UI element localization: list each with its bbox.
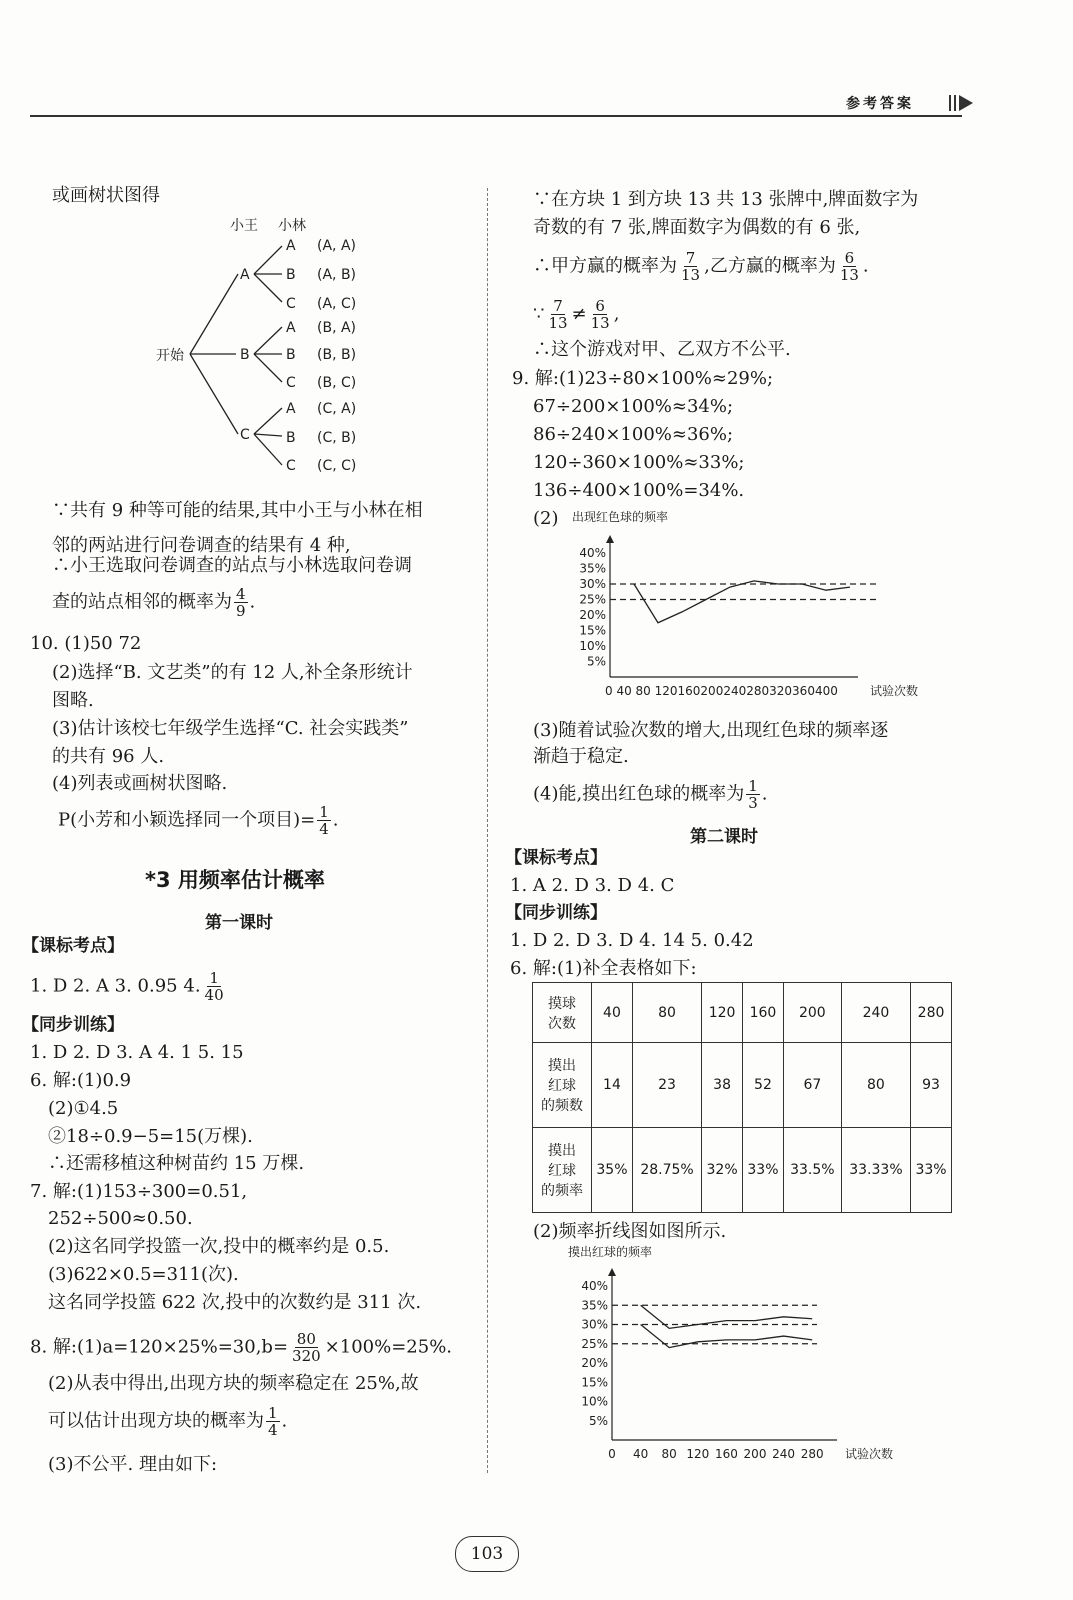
header-line: 摸球 [548, 995, 576, 1012]
y-tick-label: 30% [579, 577, 606, 591]
numerator: 1 [268, 1404, 278, 1422]
numerator: 1 [319, 803, 329, 821]
q10-p: P(小芳和小颖选择同一个项目)= $\frac{1}{4}$ . [58, 803, 339, 838]
r-line5: ∴这个游戏对甲、乙双方不公平. [533, 339, 791, 360]
section-title: *3 用频率估计概率 [145, 868, 325, 892]
chart-red-ball-frequency [560, 507, 950, 717]
q10-2a: (2)选择“B. 文艺类”的有 12 人,补全条形统计 [52, 662, 413, 683]
tree-diagram [150, 212, 480, 487]
table-cell: 120 [702, 983, 743, 1043]
table-cell: 14 [592, 1043, 633, 1128]
r-line3-a: ∴甲方赢的概率为 [533, 255, 677, 277]
table-cell: 33.5% [783, 1128, 841, 1213]
denominator: 3 [748, 794, 758, 812]
tree-outcome: (B, C) [317, 375, 357, 391]
y-tick-label: 15% [579, 623, 606, 638]
y-tick-label: 15% [581, 1375, 608, 1390]
y-tick-label: 20% [579, 608, 606, 622]
table-cell: 38 [702, 1043, 743, 1128]
tree-outcome: (B, A) [317, 320, 357, 336]
header-rule [30, 115, 962, 117]
r-q9-5: 136÷400×100%=34%. [533, 480, 745, 501]
header-line: 摸出 [548, 1143, 576, 1159]
q9-line4: 查的站点相邻的概率为 $\frac{4}{9}$ . [52, 585, 256, 620]
y-tick-label: 40% [581, 1279, 608, 1293]
q10-3a: (3)估计该校七年级学生选择“C. 社会实践类” [52, 718, 409, 739]
r-line2: 奇数的有 7 张,牌面数字为偶数的有 6 张, [533, 217, 861, 238]
r-q6: 6. 解:(1)补全表格如下: [510, 958, 697, 979]
q10-2b: 图略. [52, 690, 94, 711]
chart-draw-red-frequency [560, 1242, 940, 1477]
q6-1: 6. 解:(1)0.9 [30, 1070, 132, 1091]
y-tick-label: 25% [579, 592, 606, 607]
q8-2b-text: 可以估计出现方块的概率为 [48, 1410, 264, 1432]
x-tick-label: 160 [714, 1447, 738, 1461]
q8-1-text-a: 8. 解:(1)a=120×25%=30,b= [30, 1336, 289, 1358]
tree-l1-c: C [240, 427, 250, 443]
table-cell: 32% [702, 1128, 743, 1213]
numerator: 4 [236, 585, 246, 603]
r-q9-fraction [746, 778, 760, 811]
tree-level2 [286, 238, 296, 474]
y-tick-label: 5% [586, 654, 606, 669]
table-cell: 40 [592, 983, 633, 1043]
q9-line4-text: 查的站点相邻的概率为 [52, 591, 232, 613]
q6-4: ∴还需移植这种树苗约 15 万棵. [48, 1153, 305, 1174]
header-arrow-icon [948, 92, 976, 114]
r-line3: ∴甲方赢的概率为 $\frac{7}{13}$ ,乙方赢的概率为 $\frac{6}{13}$ . [533, 249, 869, 284]
denominator: 40 [204, 986, 224, 1004]
tree-intro: 或画树状图得 [52, 185, 160, 206]
r-line4-ne: ≠ [571, 303, 587, 325]
q8-fraction [290, 1331, 323, 1364]
q8-1-text-b: ×100%=25%. [324, 1336, 453, 1358]
kb-heading-left: 【课标考点】 [22, 936, 124, 956]
table-cell: 52 [743, 1043, 784, 1128]
header-line: 红球 [548, 1078, 576, 1094]
kb-fraction [203, 970, 226, 1003]
r-q9-1: 9. 解:(1)23÷80×100%≈29%; [512, 368, 774, 389]
r-line1: ∵在方块 1 到方块 13 共 13 张牌中,牌面数字为 [533, 189, 919, 210]
frequency-table [532, 982, 952, 1213]
table-cell: 240 [841, 983, 910, 1043]
q7-3: (2)这名同学投篮一次,投中的概率约是 0.5. [48, 1236, 390, 1257]
header-line: 红球 [548, 1163, 576, 1179]
table-cell: 200 [783, 983, 841, 1043]
table-row-header [533, 1043, 592, 1128]
page-number: 103 [455, 1536, 519, 1572]
r-q9-3: 86÷240×100%≈36%; [533, 424, 734, 445]
tree-header-1: 小王 [230, 218, 258, 234]
q10-p-text: P(小芳和小颖选择同一个项目)= [58, 809, 316, 831]
q10-3b: 的共有 96 人. [52, 746, 165, 767]
tree-header-2: 小林 [278, 218, 306, 234]
y-tick-label: 35% [581, 1298, 608, 1313]
numerator: 6 [595, 297, 605, 315]
table-cell: 33% [911, 1128, 952, 1213]
r-fraction [679, 250, 702, 283]
tree-l2: C [286, 296, 296, 312]
r-q9-7a: (3)随着试验次数的增大,出现红色球的频率逐 [533, 720, 889, 741]
r-q6-2: (2)频率折线图如图所示. [533, 1221, 727, 1242]
chart-title: 出现红色球的频率 [572, 510, 669, 524]
table-cell: 23 [632, 1043, 701, 1128]
numerator: 7 [685, 249, 696, 267]
header-line: 摸出 [548, 1058, 576, 1074]
q6-2: (2)①4.5 [48, 1098, 119, 1119]
q8-2-fraction [266, 1405, 280, 1438]
denominator: 13 [681, 266, 701, 284]
header-line: 的频率 [541, 1183, 583, 1199]
q9-fraction [234, 586, 248, 619]
r-q9-2: 67÷200×100%≈34%; [533, 396, 734, 417]
r-line4-a: ∵ [533, 303, 545, 325]
table-cell: 67 [783, 1043, 841, 1128]
table-row [533, 1128, 952, 1213]
tree-l2: A [286, 238, 296, 254]
tree-outcome: (B, B) [317, 347, 357, 363]
q8-2b: 可以估计出现方块的概率为 $\frac{1}{4}$ . [48, 1404, 288, 1439]
tree-l2: A [286, 401, 296, 417]
r-fraction [838, 250, 861, 283]
kb-heading-right: 【课标考点】 [505, 848, 607, 868]
y-tick-label: 5% [588, 1413, 608, 1428]
q8-1 [30, 1331, 452, 1364]
x-tick-label: 80 [661, 1447, 677, 1461]
header-line: 次数 [548, 1015, 576, 1032]
r-q9-7b: 渐趋于稳定. [533, 746, 629, 767]
y-axis-arrow-icon [606, 535, 614, 543]
q7-1: 7. 解:(1)153÷300=0.51, [30, 1181, 248, 1202]
y-tick-label: 35% [579, 561, 606, 576]
tree-l1-a: A [240, 267, 250, 283]
tree-outcome: (C, B) [317, 430, 357, 446]
kb-answers-right: 1. A 2. D 3. D 4. C [510, 875, 675, 896]
q8-3: (3)不公平. 理由如下: [48, 1454, 218, 1475]
table-row-header [533, 983, 592, 1043]
tree-l2: A [286, 320, 296, 336]
table-cell: 28.75% [632, 1128, 701, 1213]
tree-outcome: (C, C) [317, 458, 357, 474]
tree-l2: C [286, 458, 296, 474]
table-row [533, 1043, 952, 1128]
q7-4: (3)622×0.5=311(次). [48, 1264, 239, 1285]
x-tick-label: 0 [608, 1447, 616, 1461]
q7-5: 这名同学投篮 622 次,投中的次数约是 311 次. [48, 1292, 422, 1313]
tb-heading-left: 【同步训练】 [22, 1015, 124, 1035]
tree-l2: B [286, 347, 296, 363]
r-q9-8-text: (4)能,摸出红色球的概率为 [533, 783, 745, 805]
denominator: 13 [590, 314, 610, 332]
table-row [533, 983, 952, 1043]
header-label: 参考答案 [846, 96, 914, 112]
series-line [634, 581, 850, 623]
tb-answers-right: 1. D 2. D 3. D 4. 14 5. 0.42 [510, 930, 754, 951]
column-divider [487, 188, 488, 1473]
tree-outcome: (A, B) [317, 267, 357, 283]
denominator: 13 [839, 266, 859, 284]
lesson2-title: 第二课时 [690, 827, 758, 847]
r-line4: ∵ $\frac{7}{13}$ ≠ $\frac{6}{13}$ , [533, 297, 620, 332]
numerator: 80 [296, 1330, 316, 1348]
numerator: 6 [844, 249, 855, 267]
tb-answers-left: 1. D 2. D 3. A 4. 1 5. 15 [30, 1042, 244, 1063]
table-cell: 93 [911, 1043, 952, 1128]
y-tick-label: 30% [581, 1317, 608, 1332]
tree-outcome: (A, C) [317, 296, 357, 312]
q9-line2: 邻的两站进行问卷调查的结果有 4 种, [52, 535, 351, 556]
denominator: 4 [268, 1421, 278, 1439]
y-tick-label: 40% [579, 546, 606, 560]
r-q9-6: (2) [533, 508, 559, 529]
numerator: 1 [209, 969, 219, 987]
chart-title: 摸出红球的频率 [568, 1245, 653, 1259]
table-cell: 160 [743, 983, 784, 1043]
x-tick-label: 280 [800, 1447, 824, 1461]
numerator: 1 [748, 777, 758, 795]
r-line3-b: ,乙方赢的概率为 [704, 255, 836, 277]
x-axis-label: 试验次数 [870, 684, 919, 698]
table-cell: 80 [632, 983, 701, 1043]
tree-outcomes [317, 238, 356, 474]
denominator: 13 [548, 314, 568, 332]
table-row-header [533, 1128, 592, 1213]
x-tick-label: 240 [772, 1447, 796, 1461]
y-tick-label: 10% [579, 639, 606, 653]
r-q9-8: (4)能,摸出红色球的概率为 $\frac{1}{3}$ . [533, 777, 768, 812]
q9-line3: ∴小王选取问卷调查的站点与小林选取问卷调 [52, 555, 412, 576]
q7-2: 252÷500≈0.50. [48, 1208, 193, 1229]
numerator: 7 [553, 297, 563, 315]
q10-1: 10. (1)50 72 [30, 633, 142, 654]
y-tick-label: 10% [581, 1394, 608, 1409]
x-tick-label: 120 [686, 1447, 710, 1461]
x-axis-label: 试验次数 [845, 1447, 894, 1461]
q6-3: ②18÷0.9−5=15(万棵). [48, 1126, 253, 1147]
q10-fraction [317, 804, 331, 837]
x-tick-label: 200 [743, 1447, 767, 1461]
lesson1-title: 第一课时 [205, 913, 273, 933]
table-cell: 35% [592, 1128, 633, 1213]
tree-l2: B [286, 430, 296, 446]
table-cell: 80 [841, 1043, 910, 1128]
header-line: 的频数 [541, 1098, 583, 1114]
tree-l2: B [286, 267, 296, 283]
tree-l1-b: B [240, 347, 250, 363]
kb-answers-text: 1. D 2. A 3. 0.95 4. [30, 975, 201, 997]
tree-l2: C [286, 375, 296, 391]
table-cell: 280 [911, 983, 952, 1043]
y-tick-label: 25% [581, 1336, 608, 1351]
denominator: 9 [236, 602, 246, 620]
tree-outcome: (A, A) [317, 238, 356, 254]
x-tick-labels: 0 40 80 120160200240280320360400 [605, 684, 838, 698]
denominator: 4 [319, 820, 329, 838]
q8-2a: (2)从表中得出,出现方块的频率稳定在 25%,故 [48, 1373, 419, 1394]
denominator: 320 [292, 1347, 321, 1365]
r-fraction [546, 298, 569, 331]
tree-root: 开始 [156, 348, 184, 364]
table-cell: 33% [743, 1128, 784, 1213]
tree-branches [190, 246, 282, 465]
r-q9-4: 120÷360×100%≈33%; [533, 452, 745, 473]
tb-heading-right: 【同步训练】 [505, 903, 607, 923]
x-tick-label: 40 [632, 1447, 649, 1461]
y-axis-arrow-icon [608, 1268, 616, 1276]
y-tick-label: 20% [581, 1356, 608, 1370]
tree-outcome: (C, A) [317, 401, 357, 417]
tree-level1 [240, 267, 250, 443]
q9-line1: ∵共有 9 种等可能的结果,其中小王与小林在相 [52, 500, 423, 521]
kb-answers-left [30, 970, 228, 1003]
q10-4: (4)列表或画树状图略. [52, 773, 228, 794]
table-cell: 33.33% [841, 1128, 910, 1213]
r-fraction [589, 298, 612, 331]
